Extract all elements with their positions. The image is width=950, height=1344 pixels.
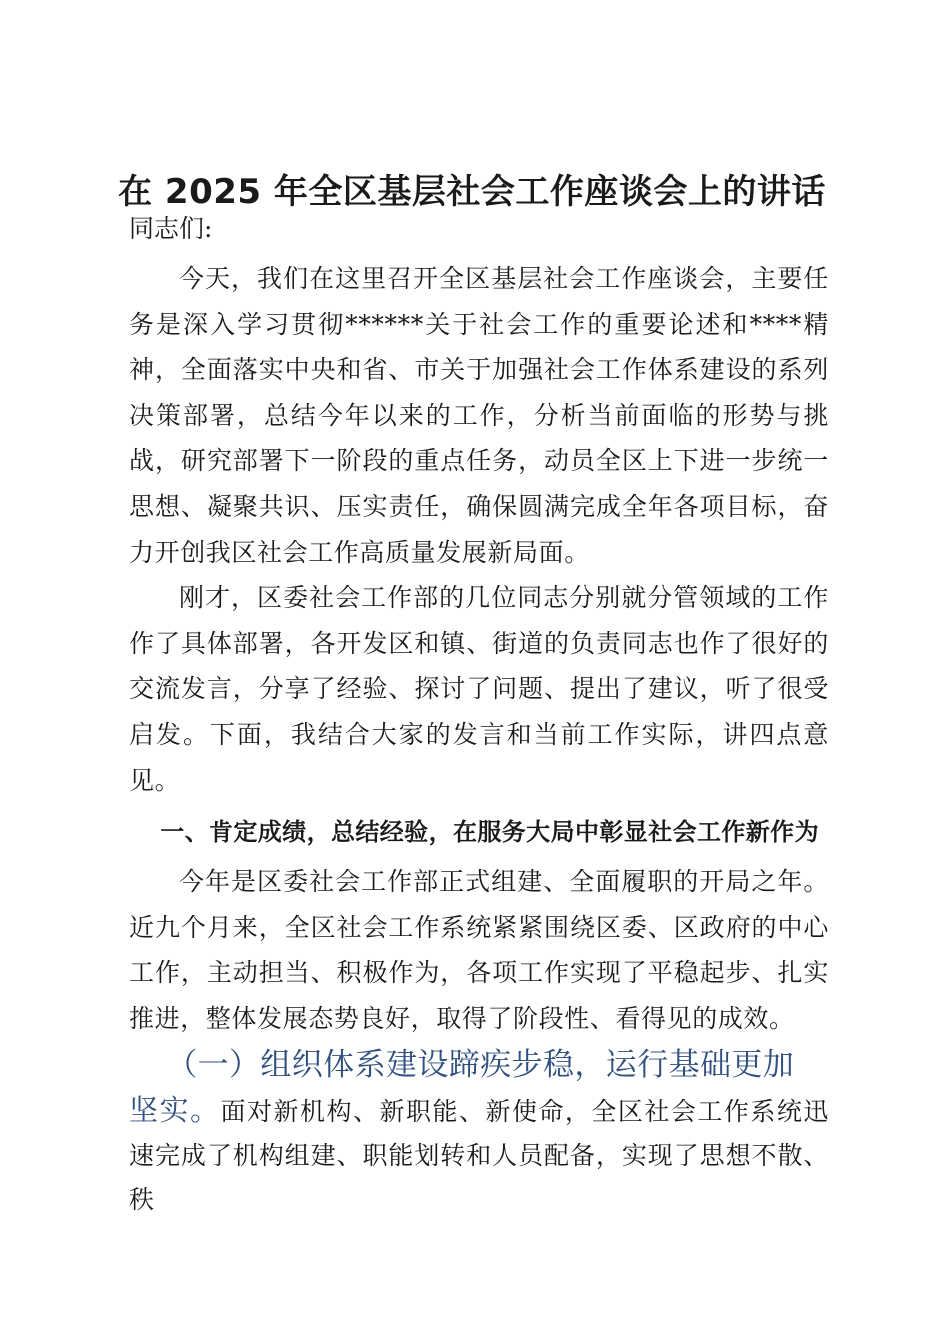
document-page — [118, 166, 829, 1222]
subsection-1-body: 面对新机构、新职能、新使命，全区社会工作系统迅速完成了机构组建、职能划转和人员配备，实现了思想不散、秩 — [129, 1096, 829, 1214]
paragraph-remarks: 刚才，区委社会工作部的几位同志分别就分管领域的工作作了具体部署，各开发区和镇、街道的负责同志也作了很好的交流发言，分享了经验、探讨了问题、提出了建议，听了很受启发。下面，我结合大家的发言和当前工作实际，讲四点意见。 — [129, 583, 829, 795]
salutation: 同志们: — [129, 214, 213, 243]
section-heading-1: 一、肯定成绩，总结经验，在服务大局中彰显社会工作新作为 — [160, 818, 819, 847]
paragraph-intro: 今天，我们在这里召开全区基层社会工作座谈会，主要任务是深入学习贯彻******关于社会工作的重要论述和****精神，全面落实中央和省、市关于加强社会工作体系建设的系列决策部署，总结今年以来的工作，分析当前面临的形势与挑战，研究部署下一阶段的重点任务，动员全区上下进一步统一思想、凝聚共识、压实责任，确保圆满完成全年各项目标，奋力开创我区社会工作高质量发展新局面。 — [129, 264, 829, 567]
subsection-heading-1: （一）组织体系建设蹄疾步稳，运行基础更加 — [166, 1046, 795, 1083]
paragraph-section1: 今年是区委社会工作部正式组建、全面履职的开局之年。近九个月来，全区社会工作系统紧紧围绕区委、区政府的中心工作，主动担当、积极作为，各项工作实现了平稳起步、扎实推进，整体发展态势良好，取得了阶段性、看得见的成效。 — [129, 867, 829, 1033]
subsection-1 — [129, 1042, 829, 1222]
document-title: 在 2025 年全区基层社会工作座谈会上的讲话 — [118, 172, 826, 212]
subsection-heading-1-tail: 坚实。 — [129, 1092, 221, 1127]
